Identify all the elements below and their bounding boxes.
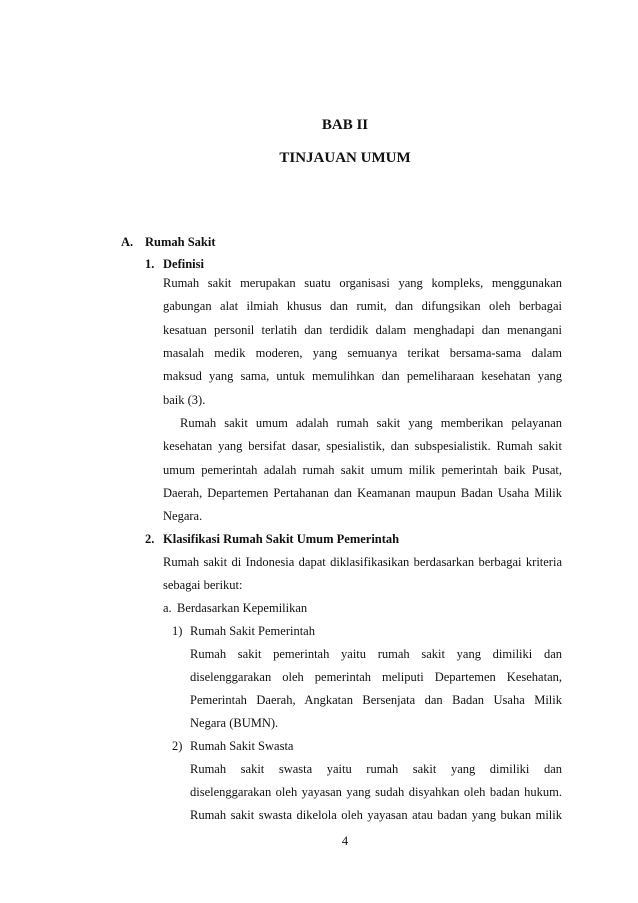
item-a-text: Berdasarkan Kepemilikan — [177, 601, 308, 615]
sub-2-heading: Klasifikasi Rumah Sakit Umum Pemerintah — [163, 532, 400, 546]
item-1-marker: 1) — [172, 624, 183, 638]
para2-line: Negara. — [163, 509, 203, 523]
para5-line: Rumah sakit swasta yaitu rumah sakit yang dimiliki dan — [190, 762, 562, 776]
para5-line: Rumah sakit swasta dikelola oleh yayasan atau badan yang bukan milik — [190, 808, 562, 822]
section-a-marker: A. — [121, 235, 134, 249]
para1-line: gabungan alat ilmiah khusus dan rumit, dan difungsikan oleh berbagai — [163, 299, 562, 313]
sub-1-heading: Definisi — [163, 257, 204, 271]
para3-line: sebagai berikut: — [163, 578, 243, 592]
chapter-title: TINJAUAN UMUM — [279, 150, 411, 166]
para1-line: maksud yang sama, untuk memulihkan dan pemeliharaan kesehatan yang — [163, 369, 562, 383]
sub-1-marker: 1. — [145, 257, 155, 271]
para1-line: Rumah sakit merupakan suatu organisasi yang kompleks, menggunakan — [163, 276, 562, 290]
para4-line: diselenggarakan oleh pemerintah meliputi Departemen Kesehatan, — [190, 670, 562, 684]
para3-line: Rumah sakit di Indonesia dapat diklasifikasikan berdasarkan berbagai kriteria — [163, 555, 562, 569]
section-a-heading: Rumah Sakit — [145, 235, 216, 249]
item-1-text: Rumah Sakit Pemerintah — [190, 624, 315, 638]
para1-line: masalah medik moderen, yang semuanya terikat bersama-sama dalam — [163, 346, 562, 360]
para4-line: Pemerintah Daerah, Angkatan Bersenjata dan Badan Usaha Milik — [190, 693, 562, 707]
para2-line: Rumah sakit umum adalah rumah sakit yang memberikan pelayanan — [180, 416, 562, 430]
sub-2-marker: 2. — [145, 532, 155, 546]
para2-line: Daerah, Departemen Pertahanan dan Keamanan maupun Badan Usaha Milik — [163, 486, 562, 500]
chapter-number: BAB II — [321, 117, 369, 133]
para2-line: kesehatan yang bersifat dasar, spesialistik, dan subspesialistik. Rumah sakit — [163, 439, 562, 453]
item-2-marker: 2) — [172, 739, 183, 753]
para1-line: kesatuan personil terlatih dan terdidik dalam menghadapi dan menangani — [163, 323, 562, 337]
para4-line: Negara (BUMN). — [190, 716, 279, 730]
para1-line: baik (3). — [163, 393, 206, 407]
page-number: 4 — [341, 834, 349, 848]
para4-line: Rumah sakit pemerintah yaitu rumah sakit yang dimiliki dan — [190, 647, 562, 661]
item-2-text: Rumah Sakit Swasta — [190, 739, 294, 753]
para5-line: diselenggarakan oleh yayasan yang sudah disyahkan oleh badan hukum. — [190, 785, 562, 799]
item-a-marker: a. — [163, 601, 172, 615]
para2-line: umum pemerintah adalah rumah sakit umum milik pemerintah baik Pusat, — [163, 463, 562, 477]
